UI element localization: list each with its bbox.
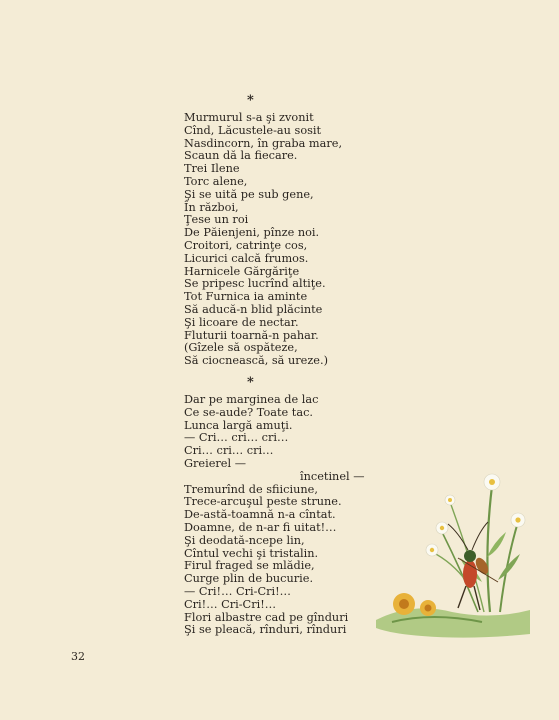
poem-line: Torc alene, xyxy=(184,174,248,188)
poem-line: Murmurul s-a şi zvonit xyxy=(184,111,314,124)
poem-line: Se pripesc lucrînd altiţe. xyxy=(184,277,326,291)
poem-line: Dar pe marginea de lac xyxy=(184,393,319,406)
poem-line: Trece-arcuşul peste strune. xyxy=(184,495,342,509)
poem-line: Ce se-aude? Toate tac. xyxy=(184,405,313,419)
poem-line: Cri… cri… cri… xyxy=(184,444,274,458)
poem-line: Şi licoare de nectar. xyxy=(184,315,299,329)
poem-line: Trei Ilene xyxy=(184,162,240,176)
poem-line: Şi se uită pe sub gene, xyxy=(184,187,314,201)
poem-line: Şi deodată-ncepe lin, xyxy=(184,533,305,547)
poem-stanza-1 xyxy=(184,112,342,368)
poem-line: Flori albastre cad pe gînduri xyxy=(184,610,349,624)
poem-line: Ţese un roi xyxy=(184,213,249,227)
cricket-violinist-illustration xyxy=(372,462,532,642)
poem-line: Croitori, catrinţe cos, xyxy=(184,238,308,252)
poem-line: Curge plin de bucurie. xyxy=(184,572,314,586)
poem-line: Cînd, Lăcustele-au sosit xyxy=(184,123,322,137)
stanza-separator: * xyxy=(247,375,254,390)
poem-line: Şi se pleacă, rînduri, rînduri xyxy=(184,623,347,637)
poem-line: (Gîzele să ospăteze, xyxy=(184,341,298,355)
poem-line: încetinel — xyxy=(300,469,365,483)
poem-line: Nasdincorn, în graba mare, xyxy=(184,136,343,150)
poem-line: Doamne, de n-ar fi uitat!… xyxy=(184,520,337,534)
poem-line: Scaun dă la fiecare. xyxy=(184,149,298,163)
poem-line: — Cri!… Cri-Cri!… xyxy=(184,584,291,598)
poem-line: De-astă-toamnă n-a cîntat. xyxy=(184,508,336,522)
poem-line: În război, xyxy=(184,200,239,214)
poem-line: — Cri… cri… cri… xyxy=(184,431,289,445)
poem-line: Greierel — xyxy=(184,456,246,470)
poem-line: Firul fraged se mlădie, xyxy=(184,559,315,573)
page-number: 32 xyxy=(71,650,85,663)
poem-line: Tot Furnica ia aminte xyxy=(184,290,308,304)
poem-line: Lunca largă amuţi. xyxy=(184,418,293,432)
stanza-separator: * xyxy=(247,93,254,108)
poem-line: Să aducă-n blid plăcinte xyxy=(184,302,323,316)
poem-line: Fluturii toarnă-n pahar. xyxy=(184,328,319,342)
poem-line: Licurici calcă frumos. xyxy=(184,251,309,265)
poem-line: Tremurînd de sfiiciune, xyxy=(184,482,318,496)
poem-line: Harnicele Gărgăriţe xyxy=(184,264,300,278)
poem-line: De Păienjeni, pînze noi. xyxy=(184,226,320,240)
poem-line: Cri!… Cri-Cri!… xyxy=(184,597,277,611)
poem-line: Cîntul vechi şi tristalin. xyxy=(184,546,319,560)
poem-line: Să ciocnească, să ureze.) xyxy=(184,354,328,368)
poem-stanza-2 xyxy=(184,394,365,637)
